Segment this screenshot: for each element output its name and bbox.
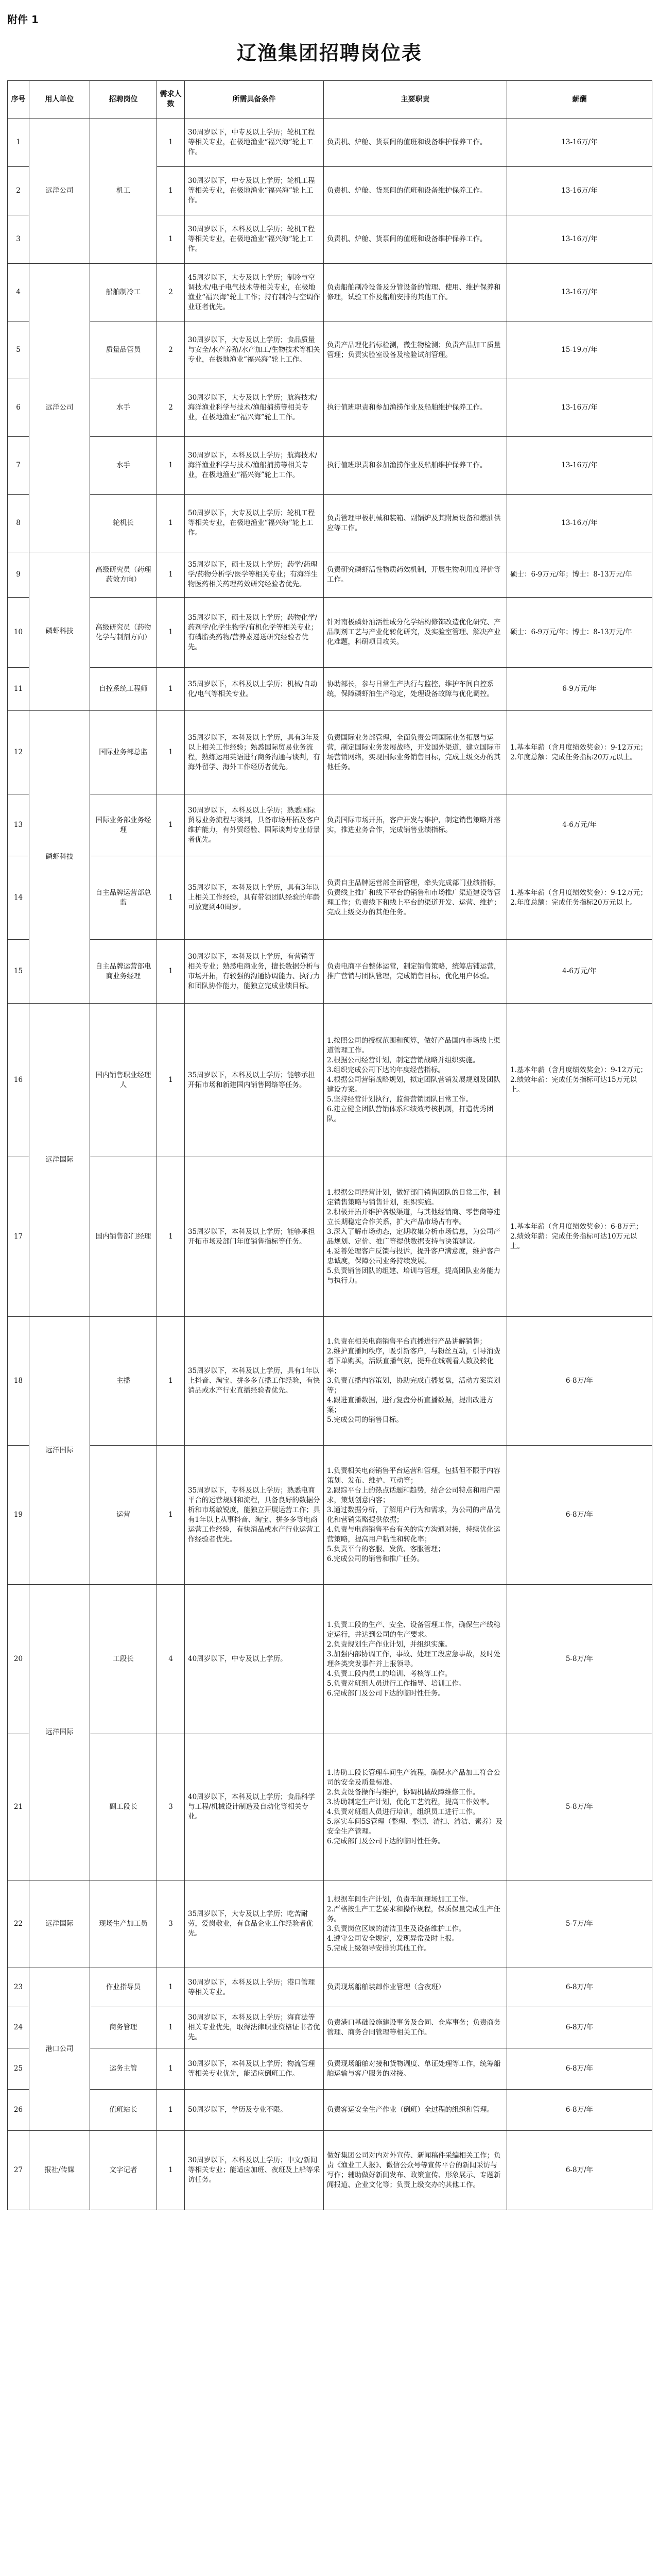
count-cell: 1 <box>157 1446 185 1585</box>
salary-cell: 6-8万/年 <box>507 2048 652 2090</box>
requirements-cell: 30周岁以下，本科及以上学历；港口管理等相关专业。 <box>185 1968 324 2007</box>
duties-cell: 负责现场船舶对接和货物调度、单证处理等工作，统筹船舶运输与客户服务的对接。 <box>324 2048 507 2090</box>
requirements-cell: 35周岁以下，大专及以上学历；吃苦耐劳，爱岗敬业，有食品企业工作经验者优先。 <box>185 1880 324 1968</box>
count-cell: 1 <box>157 552 185 598</box>
table-row <box>8 2090 652 2131</box>
requirements-cell: 35周岁以下，硕士及以上学历；药学/药理学/药物分析学/医学等相关专业；有海洋生物医药相关药理药效研究经验者优先。 <box>185 552 324 598</box>
count-cell: 2 <box>157 379 185 437</box>
duties-cell: 负责客运安全生产作业（倒班）全过程的组织和管理。 <box>324 2090 507 2131</box>
table-row <box>8 552 652 598</box>
salary-cell: 6-8万/年 <box>507 2090 652 2131</box>
requirements-cell: 35周岁以下，专科及以上学历；熟悉电商平台的运营规则和流程，具备良好的数据分析和市场敏锐度，能独立开展运营工作；具有1年以上从事抖音、淘宝、拼多多等电商运营工作经验，有快消品或水产行业运营工作经验者优先。 <box>185 1446 324 1585</box>
header-count: 需求人数 <box>157 81 185 118</box>
duties-cell: 负责机、炉舱、货泵间的值班和设备维护保养工作。 <box>324 167 507 215</box>
salary-cell: 硕士：6-9万元/年；博士：8-13万元/年 <box>507 552 652 598</box>
duties-cell: 协助部长，参与日常生产执行与监控，维护车间自控系统，保障磷虾油生产稳定，处理设备故障与优化调控。 <box>324 668 507 711</box>
salary-cell: 6-8万/年 <box>507 1317 652 1446</box>
requirements-cell: 50周岁以下，学历及专业不限。 <box>185 2090 324 2131</box>
salary-cell: 6-8万/年 <box>507 1968 652 2007</box>
table-row <box>8 118 652 167</box>
duties-cell: 执行值班职责和参加渔捞作业及船舶维护保养工作。 <box>324 379 507 437</box>
row-number: 24 <box>8 2007 29 2048</box>
count-cell: 1 <box>157 215 185 264</box>
duties-cell: 负责自主品牌运营部全面管理，牵头完成部门业绩指标，负责线上推广和线下平台的销售和市场推广渠道建设等管理工作；负责线下和线上平台的渠道开发、运营、维护；完成上级交办的其他任务。 <box>324 856 507 940</box>
requirements-cell: 35周岁以下，硕士及以上学历；药物化学/药剂学/化学生物学/有机化学等相关专业；有磷脂类药物/营养素递送研究经验者优先。 <box>185 598 324 668</box>
salary-cell: 6-9万元/年 <box>507 668 652 711</box>
position-cell: 国际业务部总监 <box>90 711 157 794</box>
row-number: 12 <box>8 711 29 794</box>
table-row <box>8 940 652 1004</box>
salary-cell: 4-6万元/年 <box>507 940 652 1004</box>
salary-cell: 1.基本年薪（含月度绩效奖金）：9-12万元；2.年度总额：完成任务指标20万元以上。 <box>507 856 652 940</box>
salary-cell: 1.基本年薪（含月度绩效奖金）：9-12万元；2.年度总额：完成任务指标20万元以上。 <box>507 711 652 794</box>
duties-cell: 负责机、炉舱、货泵间的值班和设备维护保养工作。 <box>324 215 507 264</box>
position-cell: 自主品牌运营部电商业务经理 <box>90 940 157 1004</box>
position-cell: 作业指导员 <box>90 1968 157 2007</box>
requirements-cell: 35周岁以下，本科及以上学历，具有1年以上抖音、淘宝、拼多多直播工作经验，有快消品或水产行业直播经验者优先。 <box>185 1317 324 1446</box>
row-number: 17 <box>8 1157 29 1317</box>
requirements-cell: 30周岁以下，大专及以上学历；食品质量与安全/水产养殖/水产加工/生物技术等相关专业，在极地渔业“福兴海”轮上工作。 <box>185 321 324 379</box>
requirements-cell: 30周岁以下，本科及以上学历；航海技术/海洋渔业科学与技术/渔船捕捞等相关专业，在极地渔业“福兴海”轮上工作。 <box>185 437 324 495</box>
requirements-cell: 30周岁以下，本科及以上学历；熟悉国际贸易业务流程与谈判，具备市场开拓及客户维护能力，有外贸经验、国际谈判专业背景者优先。 <box>185 794 324 856</box>
count-cell: 2 <box>157 321 185 379</box>
salary-cell: 1.基本年薪（含月度绩效奖金）：6-8万元；2.绩效年薪：完成任务指标可达10万元以上。 <box>507 1157 652 1317</box>
salary-cell: 13-16万/年 <box>507 264 652 321</box>
table-body <box>8 118 652 2210</box>
position-cell: 国际业务部业务经理 <box>90 794 157 856</box>
count-cell: 4 <box>157 1585 185 1734</box>
requirements-cell: 30周岁以下，本科及以上学历；物流管理等相关专业优先，能适应倒班工作。 <box>185 2048 324 2090</box>
table-row <box>8 2007 652 2048</box>
row-number: 14 <box>8 856 29 940</box>
table-row <box>8 1317 652 1446</box>
table-row <box>8 1446 652 1585</box>
table-row <box>8 1157 652 1317</box>
table-row <box>8 598 652 668</box>
header-unit: 用人单位 <box>29 81 90 118</box>
count-cell: 1 <box>157 118 185 167</box>
row-number: 11 <box>8 668 29 711</box>
count-cell: 3 <box>157 1880 185 1968</box>
row-number: 16 <box>8 1004 29 1157</box>
duties-cell: 1.负责在相关电商销售平台直播进行产品讲解销售； 2.维护直播间秩序，吸引新客户，与粉丝互动，引导消费者下单购买，活跃直播气氛，提升在线观看人数及转化率； 3.负责直播内容策划，协助完成直播复盘，活动方案策划等； 4.跟进直播数据，进行复盘分析直播数据，提出改进方案； 5.完成公司的销售目标。 <box>324 1317 507 1446</box>
row-number: 13 <box>8 794 29 856</box>
table-row <box>8 437 652 495</box>
requirements-cell: 30周岁以下，本科及以上学历；海商法等相关专业优先，取得法律职业资格证书者优先。 <box>185 2007 324 2048</box>
table-row <box>8 2131 652 2210</box>
duties-cell: 1.根据车间生产计划，负责车间现场加工工作。 2.严格按生产工艺要求和操作规程，保质保量完成生产任务。 3.负责岗位区域的清洁卫生及设备维护工作。 4.遵守公司安全规定，发现异常及时上报。 5.完成上级领导安排的其他工作。 <box>324 1880 507 1968</box>
duties-cell: 负责产品理化指标检测，微生物检测；负责产品加工质量管理；负责实验室设备及检验试剂管理。 <box>324 321 507 379</box>
row-number: 1 <box>8 118 29 167</box>
duties-cell: 针对南极磷虾油活性成分化学结构修饰改造优化研究、产品制剂工艺与产业化转化研究，及实验室管理、解决产业化难题，科研项目攻关。 <box>324 598 507 668</box>
table-row <box>8 1734 652 1880</box>
position-cell: 运营 <box>90 1446 157 1585</box>
duties-cell: 负责现场船舶装卸作业管理（含夜班） <box>324 1968 507 2007</box>
table-row <box>8 711 652 794</box>
row-number: 5 <box>8 321 29 379</box>
requirements-cell: 35周岁以下，本科及以上学历；能够承担开拓市场和新建国内销售网络等任务。 <box>185 1004 324 1157</box>
duties-cell: 1.负责工段的生产、安全、设备管理工作，确保生产线稳定运行，并达到公司的生产要求。 2.负责规划生产作业计划，并组织实施。 3.加强内部协调工作，事故、处理工段应急事故，及时处理各类突发事件并上报领导。 4.负责工段内员工的培训、考核等工作。 5.负责对班组人员进行工作指导、培训工作。 6.完成部门及公司下达的临时性任务。 <box>324 1585 507 1734</box>
salary-cell: 13-16万/年 <box>507 437 652 495</box>
duties-cell: 负责管理甲板机械和装箱、副锅炉及其附属设备和燃油供应等工作。 <box>324 495 507 552</box>
salary-cell: 5-8万/年 <box>507 1585 652 1734</box>
row-number: 22 <box>8 1880 29 1968</box>
unit-cell: 磷虾科技 <box>29 552 90 711</box>
row-number: 26 <box>8 2090 29 2131</box>
position-cell: 运务主管 <box>90 2048 157 2090</box>
requirements-cell: 30周岁以下，大专及以上学历；航海技术/海洋渔业科学与技术/渔船捕捞等相关专业，在极地渔业“福兴海”轮上工作。 <box>185 379 324 437</box>
count-cell: 1 <box>157 2048 185 2090</box>
count-cell: 1 <box>157 495 185 552</box>
table-row <box>8 495 652 552</box>
row-number: 7 <box>8 437 29 495</box>
requirements-cell: 35周岁以下，本科及以上学历，具有3年以上相关工作经验，具有带领团队经验的年龄可放宽到40周岁。 <box>185 856 324 940</box>
duties-cell: 负责研究磷虾活性物质药效机制，开展生物利用度评价等工作。 <box>324 552 507 598</box>
count-cell: 1 <box>157 1157 185 1317</box>
unit-cell: 报社/传媒 <box>29 2131 90 2210</box>
position-cell: 工段长 <box>90 1585 157 1734</box>
unit-cell: 远洋国际 <box>29 1004 90 1317</box>
table-header-row <box>8 81 652 118</box>
salary-cell: 6-8万/年 <box>507 2131 652 2210</box>
position-cell: 值班站长 <box>90 2090 157 2131</box>
row-number: 18 <box>8 1317 29 1446</box>
row-number: 2 <box>8 167 29 215</box>
row-number: 9 <box>8 552 29 598</box>
salary-cell: 13-16万/年 <box>507 118 652 167</box>
requirements-cell: 40周岁以下，本科及以上学历；食品科学与工程/机械设计制造及自动化等相关专业。 <box>185 1734 324 1880</box>
row-number: 19 <box>8 1446 29 1585</box>
unit-cell: 远洋公司 <box>29 264 90 552</box>
position-cell: 国内销售部门经理 <box>90 1157 157 1317</box>
count-cell: 1 <box>157 1968 185 2007</box>
count-cell: 1 <box>157 1317 185 1446</box>
count-cell: 1 <box>157 794 185 856</box>
row-number: 21 <box>8 1734 29 1880</box>
table-row <box>8 379 652 437</box>
table-row <box>8 794 652 856</box>
row-number: 27 <box>8 2131 29 2210</box>
header-salary: 薪酬 <box>507 81 652 118</box>
requirements-cell: 35周岁以下，本科及以上学历；机械/自动化/电气等相关专业。 <box>185 668 324 711</box>
position-cell: 轮机长 <box>90 495 157 552</box>
salary-cell: 5-8万/年 <box>507 1734 652 1880</box>
table-row <box>8 668 652 711</box>
position-cell: 水手 <box>90 379 157 437</box>
position-cell: 主播 <box>90 1317 157 1446</box>
row-number: 10 <box>8 598 29 668</box>
table-row <box>8 1880 652 1968</box>
position-cell: 高级研究员（药理药效方向） <box>90 552 157 598</box>
position-cell: 质量品管员 <box>90 321 157 379</box>
unit-cell: 远洋国际 <box>29 1880 90 1968</box>
header-position: 招聘岗位 <box>90 81 157 118</box>
count-cell: 1 <box>157 2007 185 2048</box>
requirements-cell: 30周岁以下，本科及以上学历，有营销等相关专业；熟悉电商业务，擅长数据分析与市场开拓，有较强的沟通协调能力、执行力和团队协作能力，能独立完成业绩目标。 <box>185 940 324 1004</box>
row-number: 4 <box>8 264 29 321</box>
position-cell: 现场生产加工员 <box>90 1880 157 1968</box>
salary-cell: 6-8万/年 <box>507 2007 652 2048</box>
duties-cell: 负责国际市场开拓，客户开发与维护，制定销售策略并落实，推进业务合作，完成销售业绩指标。 <box>324 794 507 856</box>
requirements-cell: 30周岁以下，中专及以上学历；轮机工程等相关专业，在极地渔业“福兴海”轮上工作。 <box>185 118 324 167</box>
requirements-cell: 30周岁以下，本科及以上学历；轮机工程等相关专业，在极地渔业“福兴海”轮上工作。 <box>185 215 324 264</box>
row-number: 8 <box>8 495 29 552</box>
unit-cell: 磷虾科技 <box>29 711 90 1004</box>
requirements-cell: 30周岁以下，中专及以上学历；轮机工程等相关专业，在极地渔业“福兴海”轮上工作。 <box>185 167 324 215</box>
unit-cell: 港口公司 <box>29 1968 90 2131</box>
count-cell: 1 <box>157 711 185 794</box>
duties-cell: 1.协助工段长管理车间生产流程，确保水产品加工符合公司的安全及质量标准。 2.负责设备操作与维护，协调机械故障维修工作。 3.协助制定生产计划，优化工艺流程，提高工作效率。 4.负责对班组人员进行培训，组织员工进行工作。 5.落实车间5S管理（整理、整顿、清扫、清洁、素养）及安全生产管理。 6.完成部门及公司下达的临时性任务。 <box>324 1734 507 1880</box>
position-cell: 国内销售职业经理人 <box>90 1004 157 1157</box>
count-cell: 1 <box>157 856 185 940</box>
row-number: 6 <box>8 379 29 437</box>
unit-cell: 远洋公司 <box>29 118 90 264</box>
row-number: 15 <box>8 940 29 1004</box>
header-requirements: 所需具备条件 <box>185 81 324 118</box>
unit-cell: 远洋国际 <box>29 1317 90 1585</box>
row-number: 23 <box>8 1968 29 2007</box>
header-no: 序号 <box>8 81 29 118</box>
duties-cell: 负责电商平台整体运营，制定销售策略，统筹店铺运营，推广营销与团队管理，完成销售目标，优化用户体验。 <box>324 940 507 1004</box>
duties-cell: 负责国际业务部管理，全面负责公司国际业务拓展与运营，制定国际业务发展战略，开发国外渠道，建立国际市场营销网络，实现国际业务销售目标，完成上级交办的其他任务。 <box>324 711 507 794</box>
salary-cell: 5-7万/年 <box>507 1880 652 1968</box>
requirements-cell: 50周岁以下，大专及以上学历；轮机工程等相关专业，在极地渔业“福兴海”轮上工作。 <box>185 495 324 552</box>
table-row <box>8 1968 652 2007</box>
count-cell: 1 <box>157 167 185 215</box>
count-cell: 1 <box>157 940 185 1004</box>
page-title: 辽渔集团招聘岗位表 <box>236 42 422 64</box>
salary-cell: 4-6万元/年 <box>507 794 652 856</box>
table-row <box>8 2048 652 2090</box>
duties-cell: 负责港口基础设施建设事务及合同、仓库事务；负责商务管理、商务合同管理等相关工作。 <box>324 2007 507 2048</box>
unit-cell: 远洋国际 <box>29 1585 90 1880</box>
salary-cell: 1.基本年薪（含月度绩效奖金）：9-12万元；2.绩效年薪：完成任务指标可达15万元以上。 <box>507 1004 652 1157</box>
position-cell: 副工段长 <box>90 1734 157 1880</box>
position-cell: 文字记者 <box>90 2131 157 2210</box>
count-cell: 1 <box>157 2090 185 2131</box>
position-cell: 水手 <box>90 437 157 495</box>
position-cell: 自主品牌运营部总监 <box>90 856 157 940</box>
position-cell: 自控系统工程师 <box>90 668 157 711</box>
count-cell: 1 <box>157 668 185 711</box>
salary-cell: 13-16万/年 <box>507 495 652 552</box>
position-cell: 高级研究员（药物化学与制剂方向） <box>90 598 157 668</box>
position-cell: 船舶制冷工 <box>90 264 157 321</box>
row-number: 25 <box>8 2048 29 2090</box>
table-row <box>8 264 652 321</box>
duties-cell: 负责机、炉舱、货泵间的值班和设备维护保养工作。 <box>324 118 507 167</box>
table-row <box>8 856 652 940</box>
count-cell: 1 <box>157 1004 185 1157</box>
salary-cell: 13-16万/年 <box>507 379 652 437</box>
requirements-cell: 35周岁以下，本科及以上学历；能够承担开拓市场及部门年度销售指标等任务。 <box>185 1157 324 1317</box>
table-row <box>8 321 652 379</box>
requirements-cell: 45周岁以下，大专及以上学历；制冷与空调技术/电子电气技术等相关专业，在极地渔业“福兴海”轮上工作；持有制冷与空调作业证者优先。 <box>185 264 324 321</box>
salary-cell: 13-16万/年 <box>507 215 652 264</box>
salary-cell: 13-16万/年 <box>507 167 652 215</box>
row-number: 20 <box>8 1585 29 1734</box>
recruitment-table <box>7 80 652 2210</box>
count-cell: 1 <box>157 598 185 668</box>
duties-cell: 1.负责相关电商销售平台运营和管理，包括但不限于内容策划、发布、维护、互动等； 2.跟踪平台上的热点话题和趋势，结合公司特点和用户需求，策划创意内容； 3.通过数据分析，了解用户行为和需求，为公司的产品优化和营销策略提供依据； 4.负责与电商销售平台有关的官方沟通对接，持续优化运营策略，提高用户粘性和转化率； 5.负责平台的客服、发货、客服管理； 6.完成公司的销售和推广任务。 <box>324 1446 507 1585</box>
count-cell: 2 <box>157 264 185 321</box>
table-row <box>8 1004 652 1157</box>
row-number: 3 <box>8 215 29 264</box>
duties-cell: 负责船舶制冷设备及分管设备的管理、使用、维护保养和修理，试验工作及船舶安排的其他工作。 <box>324 264 507 321</box>
duties-cell: 执行值班职责和参加渔捞作业及船舶维护保养工作。 <box>324 437 507 495</box>
duties-cell: 1.根据公司经营计划，做好部门销售团队的日常工作，制定销售策略与销售计划，组织实施。 2.积极开拓并维护各级渠道，与其他经销商、零售商等建立长期稳定合作关系，扩大产品市场占有率。 3.深入了解市场动态，定期收集分析市场信息，为公司产品规划、定价、推广等提供数据支持与决策建议。 4.妥善处理客户反馈与投诉，提升客户满意度，维护客户忠诚度，保障公司业务持续发展。 5.负责销售团队的组建、培训与管理，提高团队业务能力与执行力。 <box>324 1157 507 1317</box>
count-cell: 1 <box>157 2131 185 2210</box>
requirements-cell: 35周岁以下，本科及以上学历，具有3年及以上相关工作经验；熟悉国际贸易业务流程，熟练运用英语进行商务沟通与谈判，有海外留学、海外工作经历者优先。 <box>185 711 324 794</box>
position-cell: 机工 <box>90 118 157 264</box>
header-duties: 主要职责 <box>324 81 507 118</box>
requirements-cell: 30周岁以下，本科及以上学历；中文/新闻等相关专业；能适应加班、夜班及上船等采访任务。 <box>185 2131 324 2210</box>
position-cell: 商务管理 <box>90 2007 157 2048</box>
duties-cell: 做好集团公司对内对外宣传、新闻稿件采编相关工作；负责《渔业工人报》、微信公众号等宣传平台的新闻采访与写作；辅助做好新闻发布、政策宣传、形象展示、专题新闻报道、企业文化等；负责上级交办的其他工作。 <box>324 2131 507 2210</box>
count-cell: 3 <box>157 1734 185 1880</box>
salary-cell: 15-19万/年 <box>507 321 652 379</box>
count-cell: 1 <box>157 437 185 495</box>
duties-cell: 1.按照公司的授权范围和预算，做好产品国内市场线上渠道管理工作。 2.根据公司经营计划，制定营销战略并组织实施。 3.组织完成公司下达的年度经营指标。 4.根据公司营销战略规划，拟定团队营销发展规划及团队建设方案。 5.坚持经营计划执行，监督营销团队日常工作。 6.建立健全团队营销体系和绩效考核机制，打造优秀团队。 <box>324 1004 507 1157</box>
table-row <box>8 1585 652 1734</box>
salary-cell: 硕士：6-9万元/年；博士：8-13万元/年 <box>507 598 652 668</box>
requirements-cell: 40周岁以下，中专及以上学历。 <box>185 1585 324 1734</box>
salary-cell: 6-8万/年 <box>507 1446 652 1585</box>
attachment-label: 附件 1 <box>7 13 39 26</box>
